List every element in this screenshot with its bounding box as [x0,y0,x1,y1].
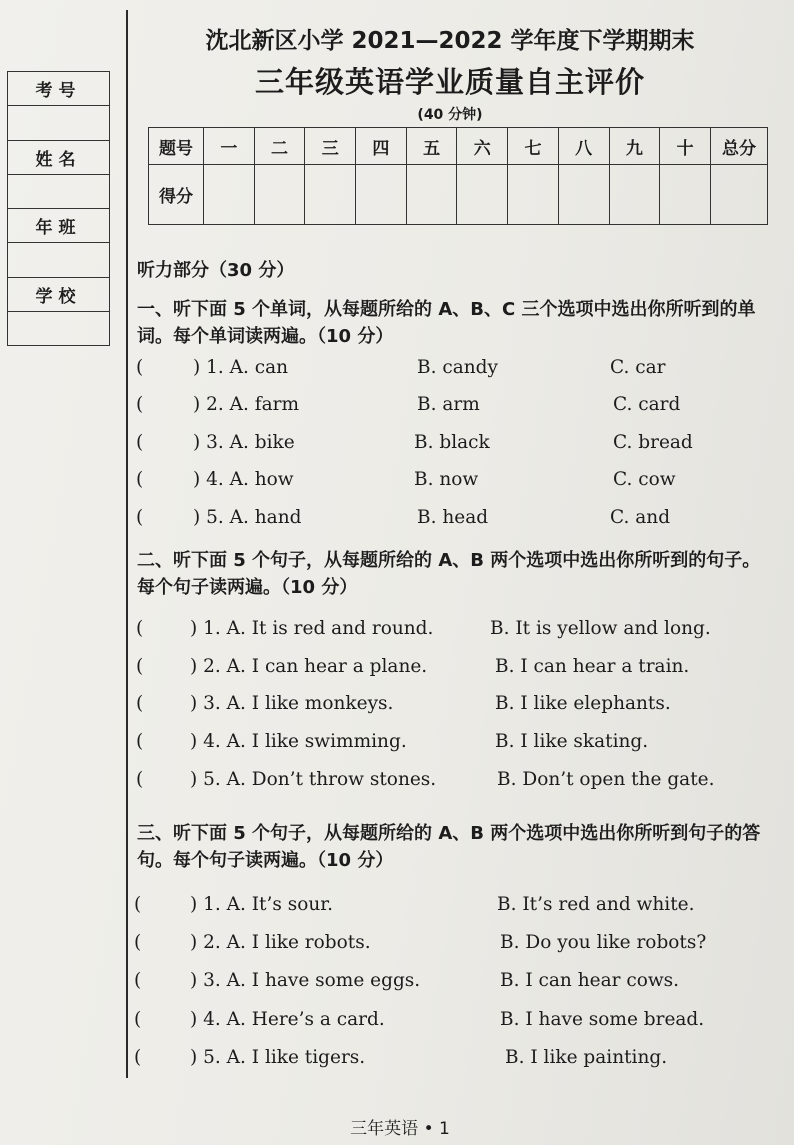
answer-bracket[interactable]: ( [136,618,144,639]
section3-instruction: 三、听下面 5 个句子，从每题所给的 A、B 两个选项中选出你所听到句子的答句。每个句子读两遍。（10 分） [137,823,761,871]
answer-bracket[interactable]: ( [136,769,144,790]
listening-part-title: 听力部分（30 分） [137,260,295,281]
option-a: ) 5. A. I like tigers. [190,1047,366,1068]
section2-instruction: 二、听下面 5 个句子，从每题所给的 A、B 两个选项中选出你所听到的句子。每个句子读两遍。（10 分） [137,550,761,598]
score-cell[interactable] [457,165,508,225]
option-a: ) 1. A. It is red and round. [190,618,434,639]
exam-title-line1: 沈北新区小学 2021—2022 学年度下学期期末 [205,28,695,54]
total-score-cell[interactable] [711,165,768,225]
option-b: B. I can hear a train. [495,656,690,677]
exam-number-field[interactable] [8,106,109,141]
student-info-box [7,71,110,346]
answer-bracket[interactable]: ( [134,1009,142,1030]
score-cell[interactable] [558,165,609,225]
score-cell[interactable] [660,165,711,225]
column-label: 六 [457,128,508,165]
column-label: 四 [356,128,407,165]
column-label: 三 [305,128,356,165]
score-cell[interactable] [356,165,407,225]
section2-question [0,618,794,648]
option-b: B. now [414,469,479,490]
option-b: B. arm [417,394,480,415]
option-b: B. I like skating. [495,731,649,752]
score-cell[interactable] [254,165,305,225]
section2-question [0,731,794,761]
option-a: ) 5. A. Don’t throw stones. [190,769,437,790]
option-a: ) 1. A. can [193,357,289,378]
name-field[interactable] [8,175,109,210]
score-cell[interactable] [406,165,457,225]
answer-bracket[interactable]: ( [134,970,142,991]
option-c: C. car [610,357,666,378]
score-table [148,127,768,225]
option-b: B. head [417,507,489,528]
option-c: C. cow [613,469,676,490]
option-a: ) 5. A. hand [193,507,302,528]
option-b: B. Do you like robots? [500,932,707,953]
section1-question [0,394,794,424]
section3-question [0,1009,794,1039]
section2-question [0,656,794,686]
column-label: 一 [204,128,255,165]
exam-number-label: 考号 [8,72,109,106]
score-label: 得分 [149,165,204,225]
option-c: C. card [613,394,681,415]
option-b: B. I like painting. [505,1047,668,1068]
question-number-label: 题号 [149,128,204,165]
section1-instruction: 一、听下面 5 个单词，从每题所给的 A、B、C 三个选项中选出你所听到的单词。每个单词读两遍。（10 分） [137,299,756,347]
column-label: 十 [660,128,711,165]
score-table-score-row [149,165,768,225]
option-b: B. It’s red and white. [497,894,695,915]
section1-question [0,357,794,387]
option-b: B. It is yellow and long. [490,618,711,639]
answer-bracket[interactable]: ( [134,894,142,915]
column-label: 七 [508,128,559,165]
score-cell[interactable] [305,165,356,225]
page-footer: 三年英语 • 1 [350,1119,450,1139]
option-c: C. and [610,507,671,528]
option-a: ) 2. A. farm [193,394,300,415]
section3-question [0,970,794,1000]
column-label: 八 [558,128,609,165]
class-field[interactable] [8,243,109,278]
option-a: ) 4. A. Here’s a card. [190,1009,385,1030]
answer-bracket[interactable]: ( [136,357,144,378]
answer-bracket[interactable]: ( [136,507,144,528]
option-a: ) 3. A. bike [193,432,295,453]
section3-question [0,932,794,962]
school-field[interactable] [8,312,109,347]
section3-question [0,1047,794,1077]
option-a: ) 3. A. I like monkeys. [190,693,394,714]
option-b: B. I have some bread. [500,1009,705,1030]
section1-question [0,507,794,537]
total-score-label: 总分 [711,128,768,165]
section2-question [0,769,794,799]
section1-question [0,469,794,499]
option-a: ) 2. A. I can hear a plane. [190,656,428,677]
class-label: 年班 [8,209,109,243]
answer-bracket[interactable]: ( [136,656,144,677]
column-label: 二 [254,128,305,165]
answer-bracket[interactable]: ( [136,731,144,752]
exam-duration: (40 分钟) [417,107,483,123]
option-a: ) 3. A. I have some eggs. [190,970,421,991]
option-a: ) 4. A. I like swimming. [190,731,407,752]
score-cell[interactable] [204,165,255,225]
option-a: ) 1. A. It’s sour. [190,894,333,915]
option-a: ) 4. A. how [193,469,294,490]
column-label: 五 [406,128,457,165]
option-b: B. black [414,432,490,453]
answer-bracket[interactable]: ( [136,394,144,415]
score-table-header-row [149,128,768,165]
option-b: B. I like elephants. [495,693,671,714]
option-b: B. Don’t open the gate. [497,769,715,790]
answer-bracket[interactable]: ( [134,932,142,953]
option-b: B. I can hear cows. [500,970,680,991]
exam-title-line2: 三年级英语学业质量自主评价 [254,65,645,99]
name-label: 姓名 [8,141,109,175]
answer-bracket[interactable]: ( [134,1047,142,1068]
option-a: ) 2. A. I like robots. [190,932,371,953]
option-c: C. bread [613,432,693,453]
section3-question [0,894,794,924]
answer-bracket[interactable]: ( [136,469,144,490]
answer-bracket[interactable]: ( [136,432,144,453]
section2-question [0,693,794,723]
score-cell[interactable] [609,165,660,225]
score-cell[interactable] [508,165,559,225]
section1-question [0,432,794,462]
option-b: B. candy [417,357,498,378]
school-label: 学校 [8,278,109,312]
answer-bracket[interactable]: ( [136,693,144,714]
column-label: 九 [609,128,660,165]
